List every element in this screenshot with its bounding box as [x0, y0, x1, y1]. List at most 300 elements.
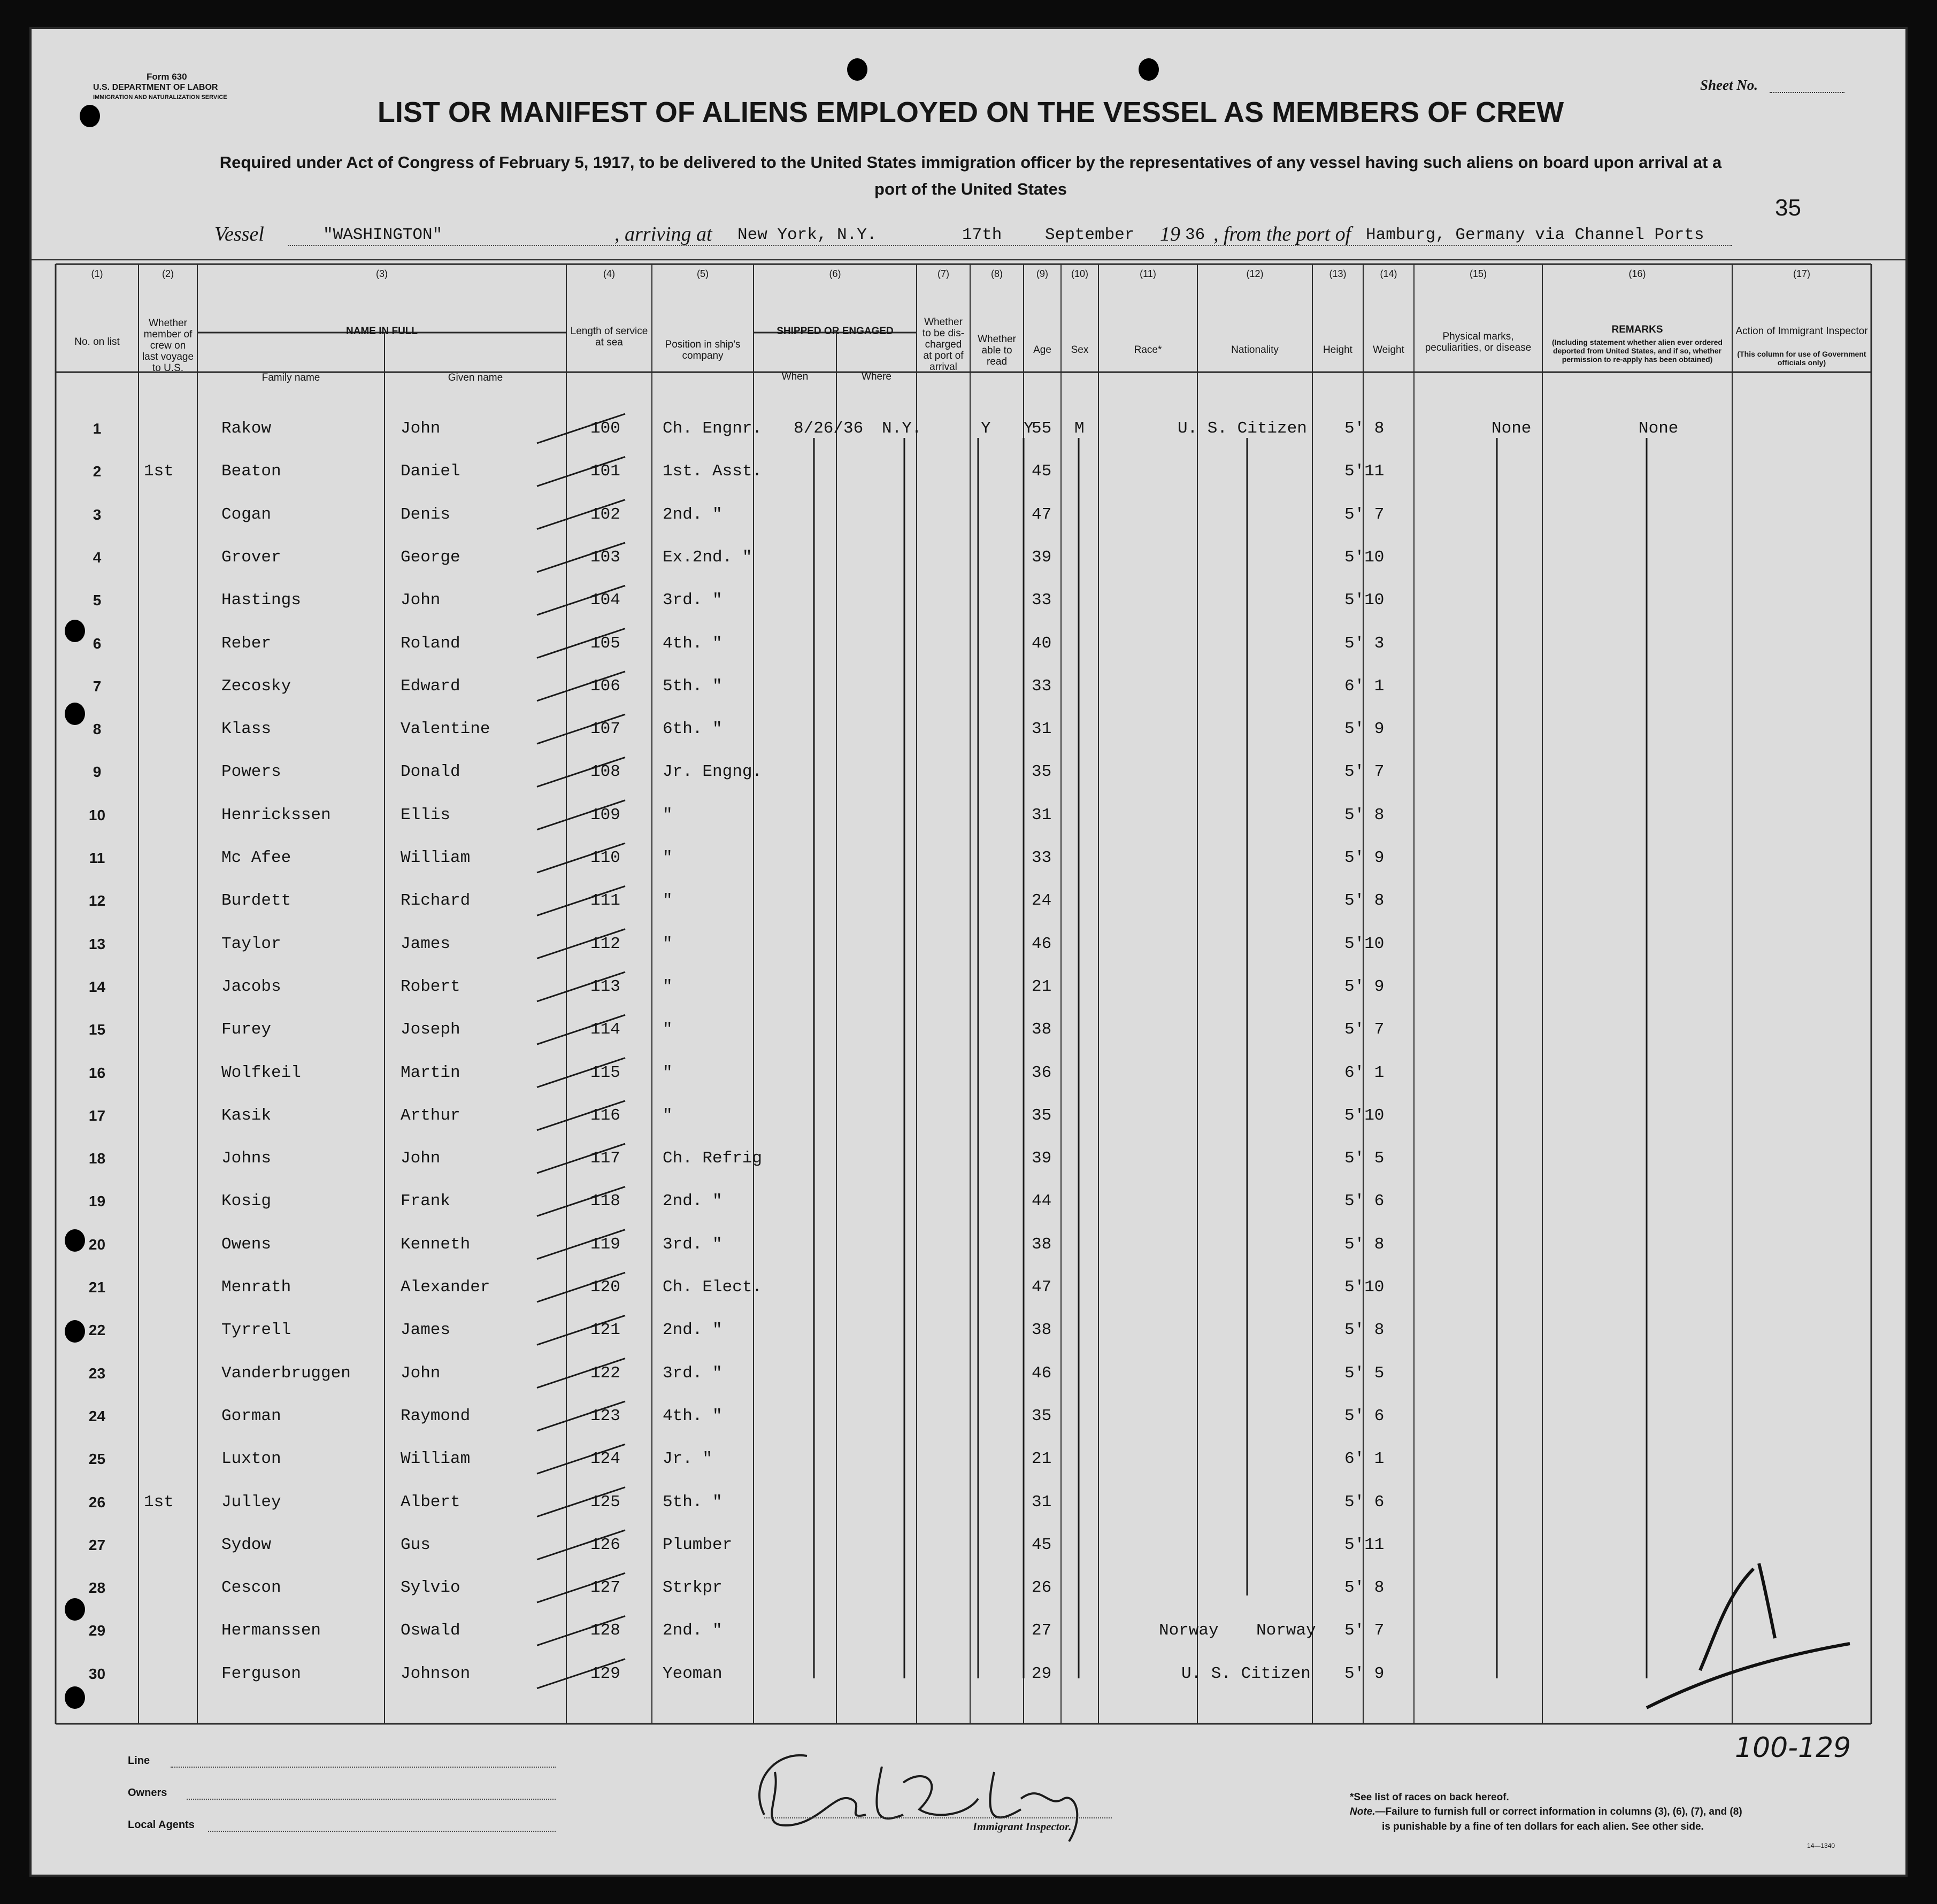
- given-name-cell: Martin: [401, 1063, 460, 1082]
- subtitle-line-2: port of the United States: [874, 180, 1067, 198]
- height-cell: 5' 9: [1344, 1664, 1385, 1683]
- manifest-sheet: [29, 27, 1908, 1877]
- column-number: (11): [1140, 268, 1156, 279]
- given-name-cell: Edward: [401, 676, 460, 696]
- owners-rule: [187, 1799, 556, 1800]
- position-cell: Ch. Engnr.: [663, 419, 763, 438]
- row-number: 14: [88, 978, 106, 995]
- form-department: U.S. DEPARTMENT OF LABOR: [93, 83, 218, 92]
- height-cell: 5' 6: [1344, 1192, 1385, 1211]
- family-name-cell: Cescon: [221, 1578, 281, 1598]
- position-cell: 4th. ": [663, 634, 722, 653]
- position-cell: ": [663, 1063, 673, 1082]
- service-cell: 110: [590, 849, 620, 867]
- height-cell: 5' 8: [1344, 419, 1385, 438]
- header-height: Height: [1323, 344, 1352, 356]
- height-cell: 5' 8: [1344, 1321, 1385, 1340]
- age-cell: 47: [1032, 1278, 1052, 1297]
- column-number: (14): [1380, 268, 1397, 279]
- table-grid: [32, 29, 1905, 1875]
- height-cell: 5'11: [1344, 1535, 1385, 1554]
- form-service: IMMIGRATION AND NATURALIZATION SERVICE: [93, 94, 227, 101]
- height-cell: 5'10: [1344, 548, 1385, 567]
- service-cell: 127: [590, 1578, 620, 1598]
- family-name-cell: Vanderbruggen: [221, 1363, 351, 1383]
- height-cell: 5' 5: [1344, 1363, 1385, 1383]
- family-name-cell: Luxton: [221, 1450, 281, 1469]
- note-text: —Failure to furnish full or correct information in columns (3), (6), (7), and (8): [1375, 1806, 1742, 1817]
- given-name-cell: Daniel: [401, 462, 460, 481]
- family-name-cell: Henrickssen: [221, 805, 331, 824]
- column-number: (17): [1793, 268, 1810, 279]
- row-number: 16: [88, 1064, 106, 1081]
- position-cell: Ch. Refrig: [663, 1149, 763, 1168]
- service-cell: 121: [590, 1321, 620, 1340]
- header-length-service: Length of service at sea: [570, 326, 648, 348]
- header-where: Where: [862, 371, 891, 382]
- age-cell: 44: [1032, 1192, 1052, 1211]
- column-number: (7): [937, 268, 949, 279]
- family-name-cell: Klass: [221, 720, 272, 739]
- position-cell: ": [663, 1106, 673, 1125]
- age-cell: 45: [1032, 462, 1052, 481]
- age-cell: 35: [1032, 1106, 1052, 1125]
- row-number: 17: [88, 1107, 106, 1124]
- position-cell: ": [663, 891, 673, 911]
- age-cell: 31: [1032, 720, 1052, 739]
- row-number: 22: [88, 1322, 106, 1339]
- family-name-cell: Cogan: [221, 505, 272, 524]
- line-rule: [171, 1767, 556, 1768]
- age-cell: 26: [1032, 1578, 1052, 1598]
- given-name-cell: Frank: [401, 1192, 451, 1211]
- row-number: 6: [93, 635, 102, 652]
- family-name-cell: Powers: [221, 762, 281, 782]
- position-cell: 6th. ": [663, 720, 722, 739]
- sheet-number-label: Sheet No.: [1700, 77, 1758, 93]
- row-number: 25: [88, 1451, 106, 1468]
- service-cell: 104: [590, 591, 620, 610]
- given-name-cell: James: [401, 934, 451, 953]
- family-name-cell: Julley: [221, 1492, 281, 1512]
- height-cell: 5' 9: [1344, 720, 1385, 739]
- service-cell: 123: [590, 1406, 620, 1425]
- height-cell: 5' 7: [1344, 762, 1385, 782]
- header-age: Age: [1033, 344, 1051, 356]
- height-cell: 5' 8: [1344, 891, 1385, 911]
- column-number: (3): [376, 268, 388, 279]
- position-cell: Jr. ": [663, 1450, 713, 1469]
- service-cell: 109: [590, 805, 620, 824]
- header-race: Race*: [1134, 344, 1162, 356]
- vessel-label: Vessel: [214, 223, 264, 245]
- service-cell: 107: [590, 720, 620, 739]
- from-port: Hamburg, Germany via Channel Ports: [1366, 226, 1704, 244]
- row-number: 19: [88, 1193, 106, 1210]
- family-name-cell: Tyrrell: [221, 1321, 291, 1340]
- age-cell: 45: [1032, 1535, 1052, 1554]
- position-cell: ": [663, 977, 673, 996]
- header-when: When: [781, 371, 809, 382]
- height-cell: 5' 3: [1344, 634, 1385, 653]
- family-name-cell: Reber: [221, 634, 272, 653]
- column-number: (5): [697, 268, 709, 279]
- inspector-signature: [743, 1735, 1117, 1852]
- remarks-cell: None: [1639, 419, 1679, 438]
- family-name-cell: Taylor: [221, 934, 281, 953]
- age-cell: 31: [1032, 805, 1052, 824]
- service-cell: 125: [590, 1492, 620, 1512]
- age-cell: 33: [1032, 676, 1052, 696]
- given-name-cell: Alexander: [401, 1278, 490, 1297]
- service-cell: 103: [590, 548, 620, 567]
- age-cell: 33: [1032, 591, 1052, 610]
- height-cell: 5' 8: [1344, 1578, 1385, 1598]
- service-cell: 117: [590, 1149, 620, 1168]
- position-cell: ": [663, 849, 673, 867]
- family-name-cell: Menrath: [221, 1278, 291, 1297]
- row-number: 29: [88, 1622, 106, 1639]
- agents-rule: [208, 1831, 556, 1832]
- row-number: 20: [88, 1236, 106, 1253]
- signature-rule: [764, 1817, 1112, 1818]
- arrival-day: 17th: [962, 226, 1002, 244]
- position-cell: 3rd. ": [663, 1363, 722, 1383]
- service-cell: 111: [590, 891, 620, 911]
- family-name-cell: Owens: [221, 1235, 272, 1254]
- header-action-note: (This column for use of Government officials only): [1737, 350, 1866, 367]
- when-cell: 8/26/36: [794, 419, 864, 438]
- row-number: 21: [88, 1279, 106, 1296]
- given-name-cell: Donald: [401, 762, 460, 782]
- row-number: 24: [88, 1407, 106, 1424]
- range-note: 100-129: [1735, 1732, 1851, 1764]
- service-cell: 128: [590, 1621, 620, 1640]
- service-cell: 118: [590, 1192, 620, 1211]
- where-cell: N.Y.: [882, 419, 922, 438]
- given-name-cell: John: [401, 419, 441, 438]
- age-cell: 36: [1032, 1063, 1052, 1082]
- given-name-cell: William: [401, 1450, 471, 1469]
- given-name-cell: Valentine: [401, 720, 490, 739]
- column-number: (13): [1329, 268, 1347, 279]
- height-cell: 6' 1: [1344, 676, 1385, 696]
- height-cell: 5'10: [1344, 934, 1385, 953]
- row-number: 7: [93, 677, 102, 695]
- age-cell: 24: [1032, 891, 1052, 911]
- row-number: 26: [88, 1493, 106, 1510]
- height-cell: 6' 1: [1344, 1063, 1385, 1082]
- service-cell: 115: [590, 1063, 620, 1082]
- height-cell: 5' 8: [1344, 805, 1385, 824]
- age-cell: 27: [1032, 1621, 1052, 1640]
- position-cell: Ex.2nd. ": [663, 548, 752, 567]
- race-cell: U. S. Citizen: [1178, 419, 1307, 438]
- arrival-year-prefix: 19: [1160, 223, 1180, 245]
- service-cell: 106: [590, 676, 620, 696]
- given-name-cell: Gus: [401, 1535, 431, 1554]
- header-whether-member: Whether member of crew on last voyage to U.S.: [142, 318, 194, 374]
- given-name-cell: Arthur: [401, 1106, 460, 1125]
- given-name-cell: Robert: [401, 977, 460, 996]
- note-label: Note.: [1350, 1806, 1375, 1817]
- row-number: 3: [93, 506, 102, 523]
- given-name-cell: Denis: [401, 505, 451, 524]
- header-position: Position in ship's company: [665, 339, 741, 361]
- subtitle-line-1: Required under Act of Congress of February 5, 1917, to be delivered to the United States immigration officer by the representatives of any vessel having such aliens on board upon arrival at a: [219, 153, 1722, 172]
- family-name-cell: Kasik: [221, 1106, 272, 1125]
- service-cell: 124: [590, 1450, 620, 1469]
- position-cell: Plumber: [663, 1535, 733, 1554]
- age-cell: 21: [1032, 1450, 1052, 1469]
- family-name-cell: Ferguson: [221, 1664, 301, 1683]
- position-cell: 3rd. ": [663, 591, 722, 610]
- column-number: (1): [91, 268, 103, 279]
- header-discharged: Whether to be dis-charged at port of arrival: [922, 317, 965, 373]
- age-cell: 55: [1032, 419, 1052, 438]
- family-name-cell: Wolfkeil: [221, 1063, 301, 1082]
- given-name-cell: Raymond: [401, 1406, 471, 1425]
- form-code: 14—1340: [1807, 1842, 1835, 1849]
- height-cell: 5'10: [1344, 1106, 1385, 1125]
- row-number: 9: [93, 764, 102, 781]
- given-name-cell: John: [401, 1363, 441, 1383]
- given-name-cell: Richard: [401, 891, 471, 911]
- header-name-in-full: NAME IN FULL: [345, 326, 418, 337]
- row-number: 10: [88, 806, 106, 823]
- height-cell: 5' 5: [1344, 1149, 1385, 1168]
- row-number: 13: [88, 935, 106, 952]
- arriving-place: New York, N.Y.: [737, 226, 877, 244]
- age-cell: 29: [1032, 1664, 1052, 1683]
- family-name-cell: Burdett: [221, 891, 291, 911]
- manifest-title: LIST OR MANIFEST OF ALIENS EMPLOYED ON THE VESSEL AS MEMBERS OF CREW: [377, 96, 1564, 128]
- given-name-cell: Johnson: [401, 1664, 471, 1683]
- given-name-cell: Albert: [401, 1492, 460, 1512]
- position-cell: ": [663, 934, 673, 953]
- height-cell: 6' 1: [1344, 1450, 1385, 1469]
- row-number: 5: [93, 592, 102, 609]
- column-number: (16): [1628, 268, 1646, 279]
- height-cell: 5' 8: [1344, 1235, 1385, 1254]
- given-name-cell: Roland: [401, 634, 460, 653]
- header-action: Action of Immigrant Inspector: [1735, 326, 1868, 337]
- header-shipped: SHIPPED OR ENGAGED: [777, 326, 894, 337]
- height-cell: 5' 7: [1344, 505, 1385, 524]
- form-id: Form 630: [147, 72, 187, 82]
- height-cell: 5' 6: [1344, 1492, 1385, 1512]
- races-note: *See list of races on back hereof.: [1350, 1792, 1509, 1803]
- row-number: 28: [88, 1579, 106, 1597]
- age-cell: 38: [1032, 1020, 1052, 1039]
- service-cell: 114: [590, 1020, 620, 1039]
- row-number: 1: [93, 420, 102, 437]
- service-cell: 116: [590, 1106, 620, 1125]
- age-cell: 38: [1032, 1321, 1052, 1340]
- header-remarks: REMARKS: [1611, 324, 1663, 335]
- header-family-name: Family name: [262, 372, 320, 383]
- age-cell: 47: [1032, 505, 1052, 524]
- service-cell: 105: [590, 634, 620, 653]
- given-name-cell: Joseph: [401, 1020, 460, 1039]
- age-cell: 35: [1032, 1406, 1052, 1425]
- position-cell: 4th. ": [663, 1406, 722, 1425]
- position-cell: 2nd. ": [663, 1321, 722, 1340]
- column-number: (10): [1071, 268, 1088, 279]
- family-name-cell: Kosig: [221, 1192, 272, 1211]
- position-cell: Strkpr: [663, 1578, 722, 1598]
- service-cell: 120: [590, 1278, 620, 1297]
- given-name-cell: William: [401, 849, 471, 867]
- family-name-cell: Hastings: [221, 591, 301, 610]
- age-cell: 21: [1032, 977, 1052, 996]
- family-name-cell: Johns: [221, 1149, 272, 1168]
- age-cell: 35: [1032, 762, 1052, 782]
- service-cell: 102: [590, 505, 620, 524]
- given-name-cell: John: [401, 1149, 441, 1168]
- arriving-label: , arriving at: [614, 223, 712, 245]
- height-cell: 5' 7: [1344, 1020, 1385, 1039]
- header-remarks-note: (Including statement whether alien ever ordered deported from United States, and if so, whether permission to re-apply has been obtained): [1552, 338, 1723, 364]
- family-name-cell: Mc Afee: [221, 849, 291, 867]
- row-number: 12: [88, 892, 106, 909]
- race-cell: U. S. Citizen: [1181, 1664, 1311, 1683]
- height-cell: 5' 6: [1344, 1406, 1385, 1425]
- position-cell: 2nd. ": [663, 1621, 722, 1640]
- column-number: (8): [991, 268, 1003, 279]
- given-name-cell: Ellis: [401, 805, 451, 824]
- race-cell: Norway: [1159, 1621, 1219, 1640]
- sex-cell: M: [1074, 419, 1085, 438]
- header-physical: Physical marks, peculiarities, or disease: [1425, 331, 1532, 353]
- row-number: 18: [88, 1150, 106, 1167]
- age-cell: 46: [1032, 1363, 1052, 1383]
- position-cell: 2nd. ": [663, 1192, 722, 1211]
- vessel-name: "WASHINGTON": [323, 226, 443, 244]
- row-number: 27: [88, 1536, 106, 1553]
- age-cell: 31: [1032, 1492, 1052, 1512]
- agents-label: Local Agents: [128, 1819, 195, 1831]
- inspector-label: Immigrant Inspector.: [973, 1820, 1072, 1833]
- discharged-cell: Y: [981, 419, 991, 438]
- position-cell: 3rd. ": [663, 1235, 722, 1254]
- age-cell: 33: [1032, 849, 1052, 867]
- failure-note-2: is punishable by a fine of ten dollars for each alien. See other side.: [1382, 1821, 1704, 1832]
- family-name-cell: Gorman: [221, 1406, 281, 1425]
- column-number: (2): [162, 268, 174, 279]
- family-name-cell: Furey: [221, 1020, 272, 1039]
- voyage-cell: 1st: [144, 462, 174, 481]
- height-cell: 5'11: [1344, 462, 1385, 481]
- position-cell: 2nd. ": [663, 505, 722, 524]
- service-cell: 119: [590, 1235, 620, 1254]
- service-cell: 100: [590, 419, 620, 438]
- voyage-cell: 1st: [144, 1492, 174, 1512]
- height-cell: 5' 9: [1344, 849, 1385, 867]
- family-name-cell: Rakow: [221, 419, 272, 438]
- height-cell: 5' 9: [1344, 977, 1385, 996]
- header-nationality: Nationality: [1231, 344, 1279, 356]
- given-name-cell: Oswald: [401, 1621, 460, 1640]
- header-weight: Weight: [1373, 344, 1404, 356]
- position-cell: ": [663, 1020, 673, 1039]
- family-name-cell: Beaton: [221, 462, 281, 481]
- row-number: 8: [93, 721, 102, 738]
- nationality-cell: Norway: [1256, 1621, 1316, 1640]
- header-sex: Sex: [1071, 344, 1089, 356]
- service-cell: 112: [590, 934, 620, 953]
- position-cell: Jr. Engng.: [663, 762, 763, 782]
- row-number: 11: [89, 850, 105, 866]
- position-cell: 5th. ": [663, 1492, 722, 1512]
- service-cell: 101: [590, 462, 620, 481]
- column-number: (6): [829, 268, 841, 279]
- given-name-cell: John: [401, 591, 441, 610]
- height-cell: 5' 7: [1344, 1621, 1385, 1640]
- height-cell: 5'10: [1344, 1278, 1385, 1297]
- row-number: 30: [88, 1665, 106, 1682]
- family-name-cell: Hermanssen: [221, 1621, 321, 1640]
- family-name-cell: Grover: [221, 548, 281, 567]
- age-cell: 39: [1032, 1149, 1052, 1168]
- position-cell: 5th. ": [663, 676, 722, 696]
- column-number: (15): [1469, 268, 1487, 279]
- service-cell: 126: [590, 1535, 620, 1554]
- age-cell: 40: [1032, 634, 1052, 653]
- given-name-cell: James: [401, 1321, 451, 1340]
- service-cell: 113: [590, 977, 620, 996]
- position-cell: ": [663, 805, 673, 824]
- arrival-month: September: [1045, 226, 1135, 244]
- family-name-cell: Jacobs: [221, 977, 281, 996]
- position-cell: 1st. Asst.: [663, 462, 763, 481]
- height-cell: 5'10: [1344, 591, 1385, 610]
- position-cell: Ch. Elect.: [663, 1278, 763, 1297]
- age-cell: 46: [1032, 934, 1052, 953]
- given-name-cell: Kenneth: [401, 1235, 471, 1254]
- check-mark: [1636, 1553, 1861, 1729]
- family-name-cell: Zecosky: [221, 676, 291, 696]
- able-read-cell: Y: [1024, 419, 1034, 438]
- from-label: , from the port of: [1213, 223, 1351, 245]
- given-name-cell: George: [401, 548, 460, 567]
- column-number: (4): [603, 268, 615, 279]
- column-number: (12): [1246, 268, 1264, 279]
- service-cell: 122: [590, 1363, 620, 1383]
- row-number: 2: [93, 463, 102, 480]
- physical-cell: None: [1492, 419, 1532, 438]
- given-name-cell: Sylvio: [401, 1578, 460, 1598]
- service-cell: 129: [590, 1664, 620, 1683]
- header-able-read: Whether able to read: [978, 334, 1016, 367]
- row-number: 23: [88, 1365, 106, 1382]
- row-number: 4: [93, 549, 102, 566]
- position-cell: Yeoman: [663, 1664, 722, 1683]
- owners-label: Owners: [128, 1787, 167, 1799]
- failure-note: [1350, 1805, 1742, 1819]
- header-no-on-list: No. on list: [74, 336, 120, 348]
- age-cell: 39: [1032, 548, 1052, 567]
- arrival-year: 36: [1185, 226, 1205, 244]
- header-given-name: Given name: [448, 372, 503, 383]
- service-cell: 108: [590, 762, 620, 782]
- line-label: Line: [128, 1755, 150, 1767]
- age-cell: 38: [1032, 1235, 1052, 1254]
- column-number: (9): [1036, 268, 1048, 279]
- page-number: 35: [1775, 195, 1801, 221]
- family-name-cell: Sydow: [221, 1535, 272, 1554]
- row-number: 15: [88, 1021, 106, 1038]
